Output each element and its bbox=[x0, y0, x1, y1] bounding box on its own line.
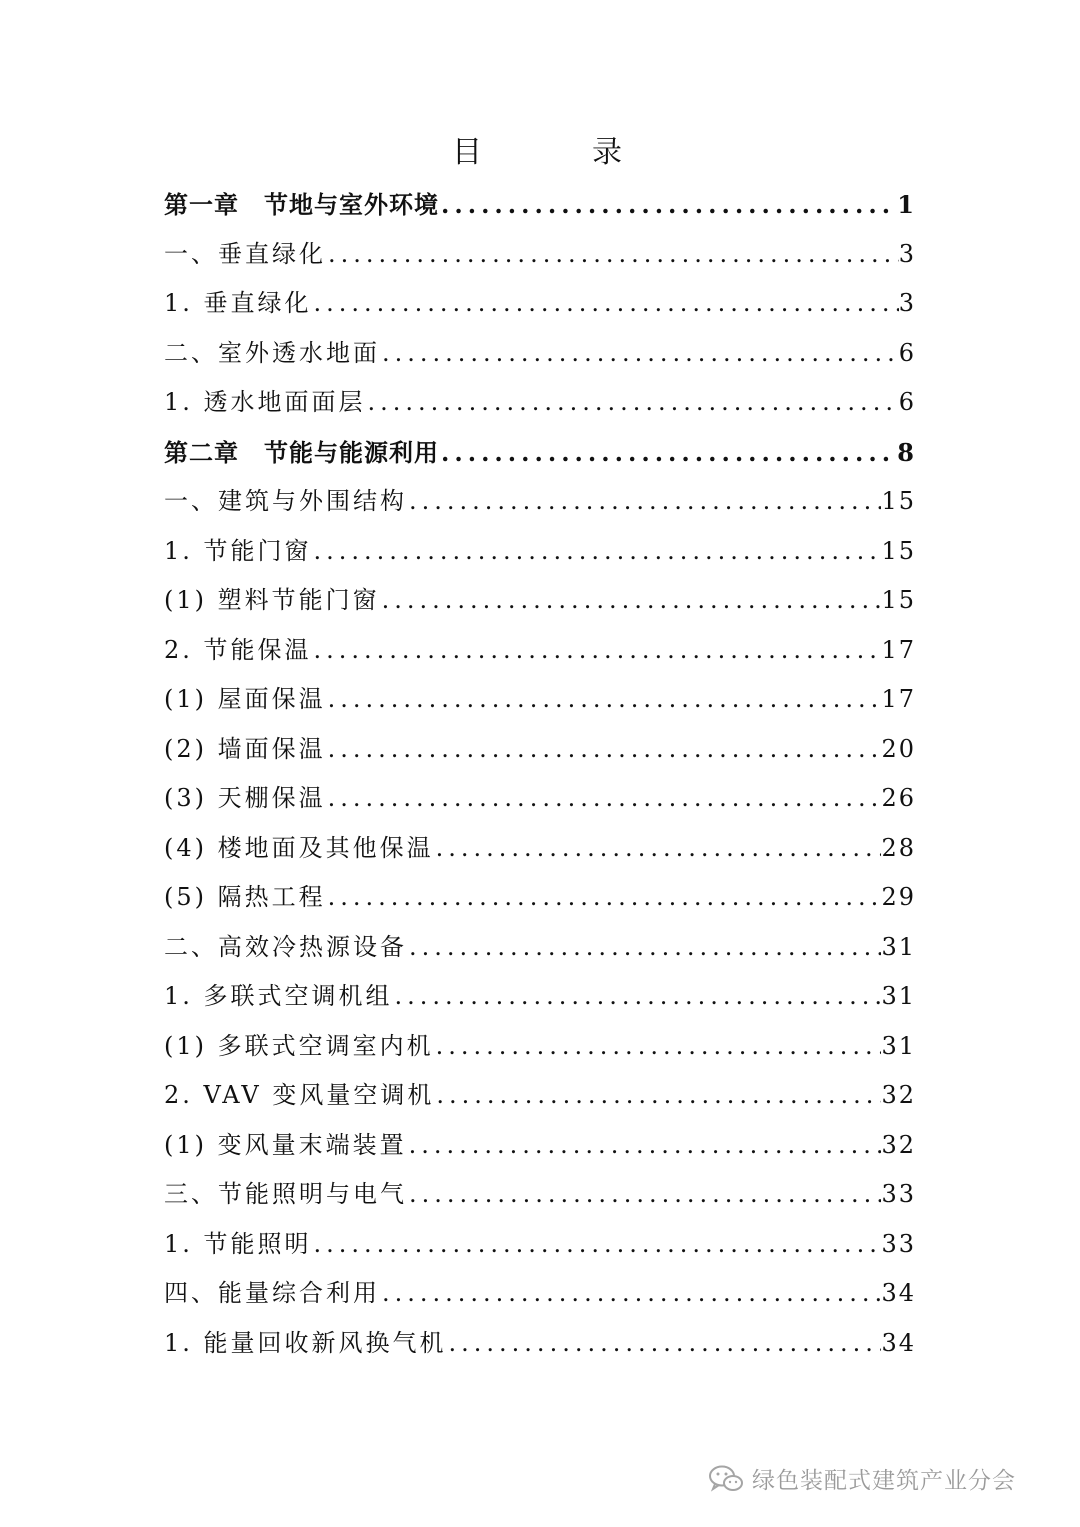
toc-entry-label: 1. 节能门窗 bbox=[164, 536, 312, 565]
toc-entry-label: 1. 节能照明 bbox=[164, 1229, 312, 1258]
toc-entry-label: 1. 垂直绿化 bbox=[164, 289, 312, 317]
toc-leader-dots bbox=[434, 1022, 882, 1072]
toc-page-number: 3 bbox=[898, 239, 916, 268]
toc-leader-dots bbox=[439, 180, 897, 230]
toc-leader-dots bbox=[312, 279, 899, 329]
toc-entry-row bbox=[164, 824, 916, 874]
toc-leader-dots bbox=[380, 1269, 881, 1319]
toc-page-number: 31 bbox=[881, 932, 916, 961]
toc-entry-label: (1) 变风量末端装置 bbox=[164, 1130, 407, 1159]
toc-leader-dots bbox=[393, 972, 882, 1022]
toc-entry-row bbox=[164, 279, 916, 329]
toc-entry-label: 2. VAV 变风量空调机 bbox=[164, 1081, 435, 1109]
toc-leader-dots bbox=[326, 230, 899, 280]
toc-entry-row bbox=[164, 527, 916, 577]
toc-entry-row bbox=[164, 923, 916, 973]
toc-entry-row bbox=[164, 626, 916, 676]
toc-leader-dots bbox=[407, 923, 881, 973]
toc-leader-dots bbox=[312, 626, 882, 676]
toc-leader-dots bbox=[326, 873, 882, 923]
toc-entry-row bbox=[164, 774, 916, 824]
toc-page-number: 31 bbox=[881, 982, 916, 1010]
toc-entry-label: 二、高效冷热源设备 bbox=[164, 932, 407, 961]
toc-entry-row bbox=[164, 329, 916, 379]
toc-entry-label: 二、室外透水地面 bbox=[164, 338, 380, 367]
toc-page-number: 32 bbox=[881, 1130, 916, 1159]
toc-page-number: 32 bbox=[881, 1081, 916, 1109]
toc-entry-row bbox=[164, 725, 916, 775]
toc-entry-label: 1. 透水地面面层 bbox=[164, 388, 366, 416]
watermark bbox=[708, 1462, 1016, 1495]
toc-entry-label: (3) 天棚保温 bbox=[164, 784, 326, 812]
toc-leader-dots bbox=[439, 428, 897, 478]
toc-page-number: 17 bbox=[881, 685, 916, 713]
toc-page-number: 15 bbox=[881, 487, 916, 515]
toc-page-number: 34 bbox=[881, 1328, 916, 1357]
toc-page-number: 6 bbox=[898, 388, 916, 416]
toc-leader-dots bbox=[407, 1170, 881, 1220]
toc-page-number: 20 bbox=[881, 734, 916, 763]
toc-leader-dots bbox=[366, 378, 899, 428]
toc-entry-label: 第一章 节地与室外环境 bbox=[164, 190, 439, 219]
toc-page-number: 1 bbox=[897, 190, 916, 219]
toc-entry-row bbox=[164, 1319, 916, 1369]
toc-entry-label: 第二章 节能与能源利用 bbox=[164, 437, 439, 467]
toc-page-number: 17 bbox=[881, 635, 916, 664]
toc-entry-label: 三、节能照明与电气 bbox=[164, 1180, 407, 1208]
toc-entry-label: (2) 墙面保温 bbox=[164, 734, 326, 763]
toc-entry-label: 1. 能量回收新风换气机 bbox=[164, 1328, 447, 1357]
toc-page-number: 6 bbox=[898, 338, 916, 367]
toc-entry-label: (1) 多联式空调室内机 bbox=[164, 1031, 434, 1060]
toc-leader-dots bbox=[326, 725, 882, 775]
toc-leader-dots bbox=[380, 576, 882, 626]
toc-entry-row bbox=[164, 230, 916, 280]
toc-entry-label: (4) 楼地面及其他保温 bbox=[164, 833, 434, 862]
toc-leader-dots bbox=[434, 824, 882, 874]
toc-leader-dots bbox=[326, 675, 882, 725]
toc-page-number: 33 bbox=[881, 1180, 916, 1208]
toc-entry-label: 1. 多联式空调机组 bbox=[164, 982, 393, 1010]
toc-page-number: 26 bbox=[881, 784, 916, 812]
toc-entry-row bbox=[164, 1269, 916, 1319]
toc-entry-row bbox=[164, 675, 916, 725]
toc-entry-label: 一、垂直绿化 bbox=[164, 239, 326, 268]
toc-page-number: 3 bbox=[898, 289, 916, 317]
toc-page-number: 29 bbox=[881, 883, 916, 911]
toc-entry-label: 四、能量综合利用 bbox=[164, 1279, 380, 1307]
toc-entry-row bbox=[164, 1022, 916, 1072]
page-title: 目 录 bbox=[452, 135, 662, 170]
toc-page-number: 15 bbox=[881, 536, 916, 565]
toc-page-number: 34 bbox=[881, 1279, 916, 1307]
toc-page-number: 8 bbox=[897, 437, 916, 467]
toc-entry-row bbox=[164, 1220, 916, 1270]
toc-entry-row bbox=[164, 1170, 916, 1220]
toc-page-number: 31 bbox=[881, 1031, 916, 1060]
toc-chapter-row bbox=[164, 180, 916, 230]
toc-leader-dots bbox=[407, 477, 881, 527]
toc-leader-dots bbox=[447, 1319, 882, 1369]
toc-entry-row bbox=[164, 873, 916, 923]
table-of-contents bbox=[164, 180, 916, 1368]
wechat-icon bbox=[708, 1465, 744, 1493]
toc-entry-row bbox=[164, 972, 916, 1022]
toc-entry-label: (1) 塑料节能门窗 bbox=[164, 586, 380, 614]
toc-entry-row bbox=[164, 576, 916, 626]
toc-page-number: 28 bbox=[881, 833, 916, 862]
toc-entry-label: 一、建筑与外围结构 bbox=[164, 487, 407, 515]
toc-leader-dots bbox=[407, 1121, 882, 1171]
toc-leader-dots bbox=[380, 329, 899, 379]
toc-entry-row bbox=[164, 378, 916, 428]
toc-leader-dots bbox=[312, 1220, 882, 1270]
toc-chapter-row bbox=[164, 428, 916, 478]
toc-entry-label: (1) 屋面保温 bbox=[164, 685, 326, 713]
toc-entry-label: (5) 隔热工程 bbox=[164, 883, 326, 911]
toc-leader-dots bbox=[434, 1071, 881, 1121]
toc-page-number: 15 bbox=[881, 586, 916, 614]
watermark-text: 绿色装配式建筑产业分会 bbox=[752, 1468, 1016, 1494]
toc-entry-row bbox=[164, 1071, 916, 1121]
toc-entry-row bbox=[164, 477, 916, 527]
toc-entry-label: 2. 节能保温 bbox=[164, 635, 312, 664]
toc-page-number: 33 bbox=[881, 1229, 916, 1258]
toc-entry-row bbox=[164, 1121, 916, 1171]
toc-leader-dots bbox=[326, 774, 882, 824]
toc-leader-dots bbox=[312, 527, 882, 577]
